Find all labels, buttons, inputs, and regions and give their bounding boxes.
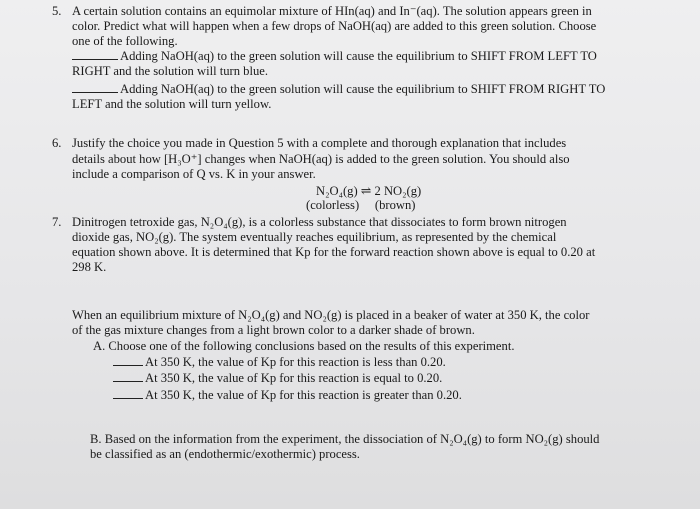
q5-option-1-line-1: Adding NaOH(aq) to the green solution will cause the equilibrium to SHIFT FROM LEFT TO xyxy=(120,49,597,63)
q5-line-2: color. Predict what will happen when a few drops of NaOH(aq) are added to this green solution. Choose xyxy=(72,19,597,33)
q5-option-1-line-2: RIGHT and the solution will turn blue. xyxy=(72,64,269,78)
q7-option-a3-text: At 350 K, the value of Kp for this reaction is greater than 0.20. xyxy=(145,388,462,402)
q5-option-2-row xyxy=(72,82,605,97)
equation-color-labels: (colorless) (brown) xyxy=(306,198,416,212)
q6-line-2: details about how [H₃O⁺] changes when NaOH(aq) is added to the green solution. You should also xyxy=(72,152,570,166)
q7-option-a2-row xyxy=(113,371,442,386)
q7-number: 7. xyxy=(52,215,62,229)
q5-line-3: one of the following. xyxy=(72,34,178,48)
q7-option-a1-blank[interactable] xyxy=(113,355,143,366)
q7-option-a1-text: At 350 K, the value of Kp for this reaction is less than 0.20. xyxy=(145,355,446,369)
q5-option-2-blank[interactable] xyxy=(72,82,118,93)
q7-part-b-line-2: be classified as an (endothermic/exothermic) process. xyxy=(90,447,360,461)
q7-line-1: Dinitrogen tetroxide gas, N₂O₄(g), is a colorless substance that dissociates to form brown nitrogen xyxy=(72,215,567,229)
q7-line-2: dioxide gas, NO₂(g). The system eventually reaches equilibrium, as represented by the chemical xyxy=(72,230,557,244)
q7-option-a1-row xyxy=(113,355,446,370)
q5-option-1-row xyxy=(72,49,597,64)
q7-option-a3-blank[interactable] xyxy=(113,388,143,399)
q7-option-a3-row xyxy=(113,388,462,403)
q7-line-4: 298 K. xyxy=(72,260,107,274)
equilibrium-equation: N₂O₄(g) ⇌ 2 NO₂(g) xyxy=(316,184,422,198)
q5-number: 5. xyxy=(52,4,62,18)
q7-option-a2-blank[interactable] xyxy=(113,371,143,382)
q6-line-1: Justify the choice you made in Question 5 with a complete and thorough explanation that includes xyxy=(72,136,567,150)
q6-number: 6. xyxy=(52,136,62,150)
q5-option-1-blank[interactable] xyxy=(72,49,118,60)
q7-line-3: equation shown above. It is determined that Kp for the forward reaction shown above is equal to 0.20 at xyxy=(72,245,596,259)
q5-option-2-line-1: Adding NaOH(aq) to the green solution will cause the equilibrium to SHIFT FROM RIGHT TO xyxy=(120,82,606,96)
q7-option-a2-text: At 350 K, the value of Kp for this reaction is equal to 0.20. xyxy=(145,371,443,385)
q7-para2-line-2: of the gas mixture changes from a light brown color to a darker shade of brown. xyxy=(72,323,475,337)
q5-line-1: A certain solution contains an equimolar mixture of HIn(aq) and In⁻(aq). The solution appears green in xyxy=(72,4,592,18)
q5-option-2-line-2: LEFT and the solution will turn yellow. xyxy=(72,97,272,111)
q7-part-b-line-1: B. Based on the information from the experiment, the dissociation of N₂O₄(g) to form NO₂(g) should xyxy=(90,432,600,446)
q6-line-3: include a comparison of Q vs. K in your answer. xyxy=(72,167,316,181)
q7-para2-line-1: When an equilibrium mixture of N₂O₄(g) and NO₂(g) is placed in a beaker of water at 350 K, the color xyxy=(72,308,590,322)
q7-part-a-prompt: A. Choose one of the following conclusions based on the results of this experiment. xyxy=(93,339,515,353)
